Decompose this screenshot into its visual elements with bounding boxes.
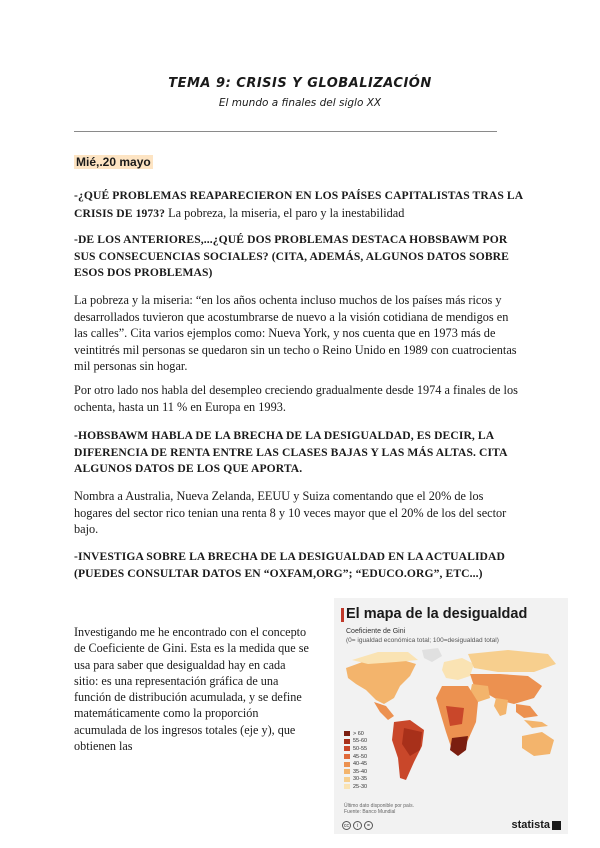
legend-swatch — [344, 754, 350, 759]
world-map — [338, 646, 564, 794]
legend-entry — [344, 730, 367, 738]
legend-label: 50-55 — [353, 745, 368, 752]
inequality-map-figure — [334, 598, 568, 834]
question-3-paragraph-1: Nombra a Australia, Nueva Zelanda, EEUU y Suiza comentando que el 20% de los hogares del sector rico tenian una renta 8 y 10 veces mayor que el 20% de los del sector bajo. — [74, 489, 507, 536]
legend-swatch — [344, 769, 350, 774]
statista-logo: statista — [511, 819, 550, 831]
legend-entry — [344, 745, 367, 753]
legend-swatch — [344, 784, 350, 789]
map-russia — [468, 650, 556, 672]
cc-icon: cc — [344, 822, 349, 829]
title-accent — [341, 608, 344, 622]
statista-mark-icon — [552, 821, 561, 830]
map-legend — [344, 730, 367, 791]
legend-label: 30-35 — [353, 776, 368, 783]
question-4-text: -INVESTIGA SOBRE LA BRECHA DE LA DESIGUALDAD EN LA ACTUALIDAD (PUEDES CONSULTAR DATOS EN “OXFAM,ORG”; “EDUCO.ORG”, ETC...) — [74, 550, 505, 580]
legend-label: > 60 — [353, 730, 364, 737]
question-4 — [74, 549, 524, 582]
map-india — [494, 698, 508, 716]
date-label: Mié,.20 mayo — [76, 155, 151, 169]
legend-swatch — [344, 731, 350, 736]
legend-label: 40-45 — [353, 761, 368, 768]
map-se-asia — [516, 704, 538, 718]
map-australia — [522, 732, 554, 756]
document-title: TEMA 9: CRISIS Y GLOBALIZACIÓN — [168, 76, 432, 91]
legend-entry — [344, 783, 367, 791]
map-indonesia — [524, 720, 548, 728]
legend-swatch — [344, 739, 350, 744]
legend-entry — [344, 776, 367, 784]
source-credit: Fuente: Banco Mundial — [344, 809, 396, 815]
legend-label: 25-30 — [353, 783, 368, 790]
question-3 — [74, 428, 524, 478]
question-4-paragraph-1: Investigando me he encontrado con el concepto de Coeficiente de Gini. Esta es la medida que se usa para saber que desigualdad hay en cada sitio: es una representación gráfica de una función de distribución acumulada, y se define matemáticamente como la proporción acumulada de los ingresos totales (eje y), que obtienen las — [74, 625, 309, 754]
figure-source — [344, 803, 414, 815]
question-2 — [74, 232, 524, 282]
legend-label: 45-50 — [353, 753, 368, 760]
legend-label: 55-60 — [353, 738, 368, 745]
legend-swatch — [344, 777, 350, 782]
question-2-text: -DE LOS ANTERIORES,...¿QUÉ DOS PROBLEMAS DESTACA HOBSBAWM POR SUS CONSECUENCIAS SOCIALES? (CITA, ADEMÁS, ALGUNOS DATOS SOBRE ESOS DOS PROBLEMAS) — [74, 233, 509, 279]
question-1 — [74, 187, 524, 222]
legend-swatch — [344, 746, 350, 751]
legend-label: 35-40 — [353, 768, 368, 775]
legend-entry — [344, 768, 367, 776]
question-1-answer: La pobreza, la miseria, el paro y la inestabilidad — [165, 205, 405, 220]
map-mexico — [374, 702, 394, 720]
document-subtitle: El mundo a finales del siglo XX — [218, 97, 382, 109]
question-1-text: -¿QUÉ PROBLEMAS REAPARECIERON EN LOS PAÍSES CAPITALISTAS TRAS LA CRISIS DE 1973? — [74, 189, 523, 220]
map-southern-africa — [450, 736, 468, 756]
figure-subtitle-2: (0= igualdad económica total; 100=desigualdad total) — [346, 637, 499, 644]
question-3-text: -HOBSBAWM HABLA DE LA BRECHA DE LA DESIGUALDAD, ES DECIR, LA DIFERENCIA DE RENTA ENTRE LAS CLASES BAJAS Y LAS MÁS ALTAS. CITA ALGUNOS DATOS DE LOS QUE APORTA. — [74, 429, 507, 475]
divider — [74, 131, 497, 132]
map-north-america — [346, 658, 416, 704]
legend-entry — [344, 753, 367, 761]
figure-title: El mapa de la desigualdad — [346, 606, 528, 622]
question-2-paragraph-1: La pobreza y la miseria: “en los años ochenta incluso muchos de los países más ricos y desarrollados tuvieron que acostumbrarse de nuevo a la visión cotidiana de mendigos en las calles”. Cita varios ejemplos como: Nueva York, y nos cuenta que en 1973 más de veintitrés mil personas se quedaron sin un techo o Reino Unido en 1989 con cuatrocientas mil personas sin hogar. — [74, 293, 517, 373]
figure-subtitle: Coeficiente de Gini — [346, 628, 406, 635]
license-icons — [342, 821, 373, 830]
legend-entry — [344, 738, 367, 746]
attribution-icon: i — [353, 821, 362, 830]
legend-entry — [344, 760, 367, 768]
map-greenland — [422, 648, 442, 662]
map-europe — [442, 658, 474, 680]
question-2-paragraph-2: Por otro lado nos habla del desempleo creciendo gradualmente desde 1974 a finales de los ochenta, hasta un 11 % en Europa en 1993. — [74, 383, 518, 414]
source-note: Último dato disponible por país. — [344, 803, 415, 809]
no-derivatives-icon: = — [364, 821, 373, 830]
legend-swatch — [344, 762, 350, 767]
